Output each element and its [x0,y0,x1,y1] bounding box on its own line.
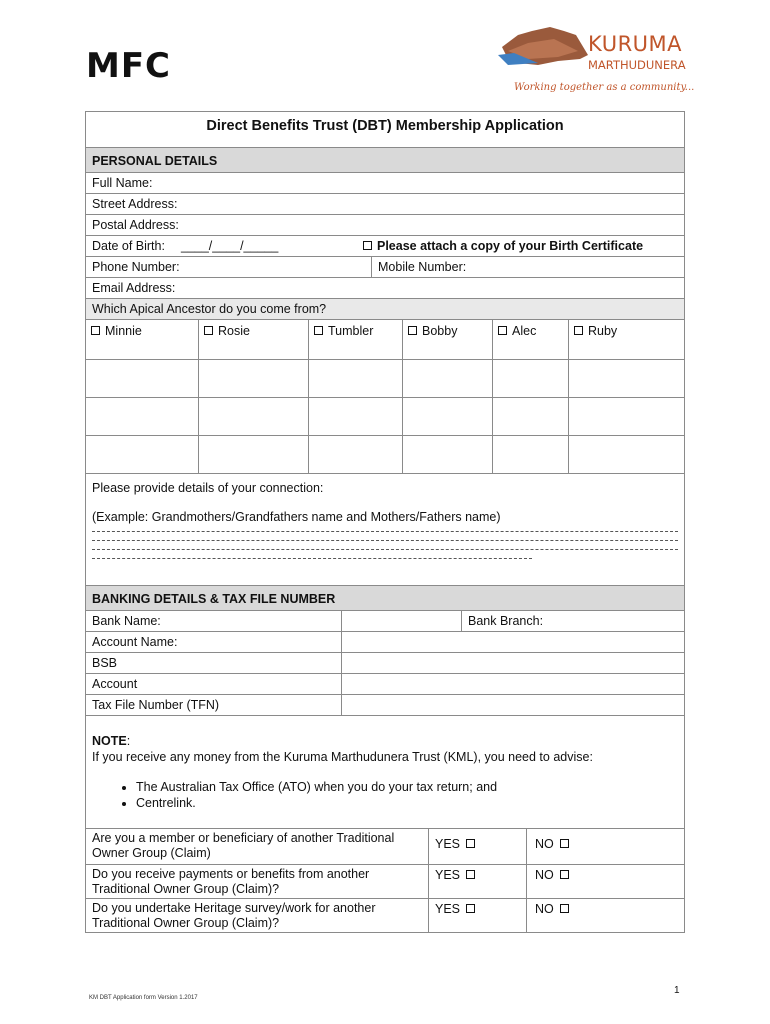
application-form [85,111,685,933]
dob-label: Date of Birth: [92,239,165,253]
note-colon: : [126,734,131,748]
birth-cert-checkbox[interactable] [363,241,372,250]
kuruma-logo-sub: MARTHUDUNERA [588,58,686,72]
mobile-field[interactable] [371,257,684,277]
checkbox-icon [560,839,569,848]
question-row [85,865,685,899]
checkbox-icon [560,904,569,913]
question-text: Do you undertake Heritage survey/work for another Traditional Owner Group (Claim)? [92,901,376,930]
phone-field[interactable] [86,257,371,277]
bank-name-input[interactable] [341,611,461,631]
note-bullet: • The Australian Tax Office (ATO) when you do your tax return; and [136,779,684,795]
note-text: If you receive any money from the Kuruma Marthudunera Trust (KML), you need to advise: [92,750,593,764]
tfn-row [85,695,685,716]
ancestor-question: Which Apical Ancestor do you come from? [85,299,685,320]
dob-row [85,236,685,257]
bank-branch-label: Bank Branch: [468,614,544,628]
bank-name-field[interactable] [86,611,341,631]
footer-version: KM DBT Application form Version 1.2017 [89,995,198,1001]
checkbox-icon [91,326,100,335]
no-option[interactable]: NO [526,829,684,864]
street-address-label: Street Address: [92,197,178,211]
bank-name-label: Bank Name: [92,614,161,628]
bank-branch-field[interactable] [461,611,684,631]
mfc-logo: MFC [86,46,172,86]
checkbox-icon [466,870,475,879]
kuruma-logo-name: KURUMA [588,32,683,56]
ancestor-option[interactable]: Ruby [568,320,684,359]
full-name-field[interactable] [85,173,685,194]
checkbox-icon [314,326,323,335]
postal-address-label: Postal Address: [92,218,179,232]
mobile-label: Mobile Number: [378,260,467,274]
ancestor-option[interactable]: Bobby [402,320,492,359]
account-label: Account [92,677,138,691]
email-field[interactable] [85,278,685,299]
bsb-row [85,653,685,674]
note-list [92,779,684,811]
bank-row [85,611,685,632]
ancestor-option[interactable]: Tumbler [308,320,402,359]
checkbox-icon [498,326,507,335]
question-row [85,829,685,865]
question-row [85,899,685,933]
bsb-input[interactable] [341,653,684,673]
checkbox-icon [574,326,583,335]
connection-label: Please provide details of your connection: [92,481,324,495]
note-label: NOTE [92,734,127,748]
connection-line [92,540,678,541]
checkbox-icon [560,870,569,879]
connection-example: (Example: Grandmothers/Grandfathers name and Mothers/Fathers name) [92,510,501,524]
connection-line [92,558,532,559]
connection-line [92,531,678,532]
full-name-label: Full Name: [92,176,153,190]
checkbox-icon [204,326,213,335]
form-title: Direct Benefits Trust (DBT) Membership Application [85,111,685,148]
question-text: Do you receive payments or benefits from another Traditional Owner Group (Claim)? [92,867,370,896]
page-number: 1 [674,985,680,996]
email-label: Email Address: [92,281,176,295]
connection-details[interactable] [85,474,685,586]
checkbox-icon [466,904,475,913]
birth-cert-note: Please attach a copy of your Birth Certificate [363,239,643,253]
account-input[interactable] [341,674,684,694]
yes-option[interactable]: YES [428,865,526,898]
bsb-label: BSB [92,656,118,670]
postal-address-field[interactable] [85,215,685,236]
no-option[interactable]: NO [526,865,684,898]
yes-option[interactable]: YES [428,899,526,932]
ancestor-option[interactable]: Alec [492,320,568,359]
tfn-label: Tax File Number (TFN) [92,698,220,712]
phone-label: Phone Number: [92,260,180,274]
banking-heading: BANKING DETAILS & TAX FILE NUMBER [85,586,685,611]
note-bullet: • Centrelink. [136,795,684,811]
street-address-field[interactable] [85,194,685,215]
personal-details-heading: PERSONAL DETAILS [85,148,685,173]
no-option[interactable]: NO [526,899,684,932]
checkbox-icon [466,839,475,848]
yes-option[interactable]: YES [428,829,526,864]
ancestor-option[interactable]: Minnie [86,320,198,359]
kuruma-logo-tagline: Working together as a community... [514,82,695,93]
account-row [85,674,685,695]
account-name-label: Account Name: [92,635,178,649]
ancestor-blank-row[interactable] [85,436,685,474]
ancestor-blank-row[interactable] [85,360,685,398]
tfn-input[interactable] [341,695,684,715]
phone-row [85,257,685,278]
ancestor-blank-row[interactable] [85,398,685,436]
checkbox-icon [408,326,417,335]
ancestor-option[interactable]: Rosie [198,320,308,359]
ancestor-row [85,320,685,360]
account-name-row [85,632,685,653]
connection-line [92,549,678,550]
dob-input[interactable]: ____/____/_____ [181,239,279,253]
account-name-input[interactable] [341,632,684,652]
question-text: Are you a member or beneficiary of another Traditional Owner Group (Claim) [92,831,395,860]
note-box [85,716,685,829]
